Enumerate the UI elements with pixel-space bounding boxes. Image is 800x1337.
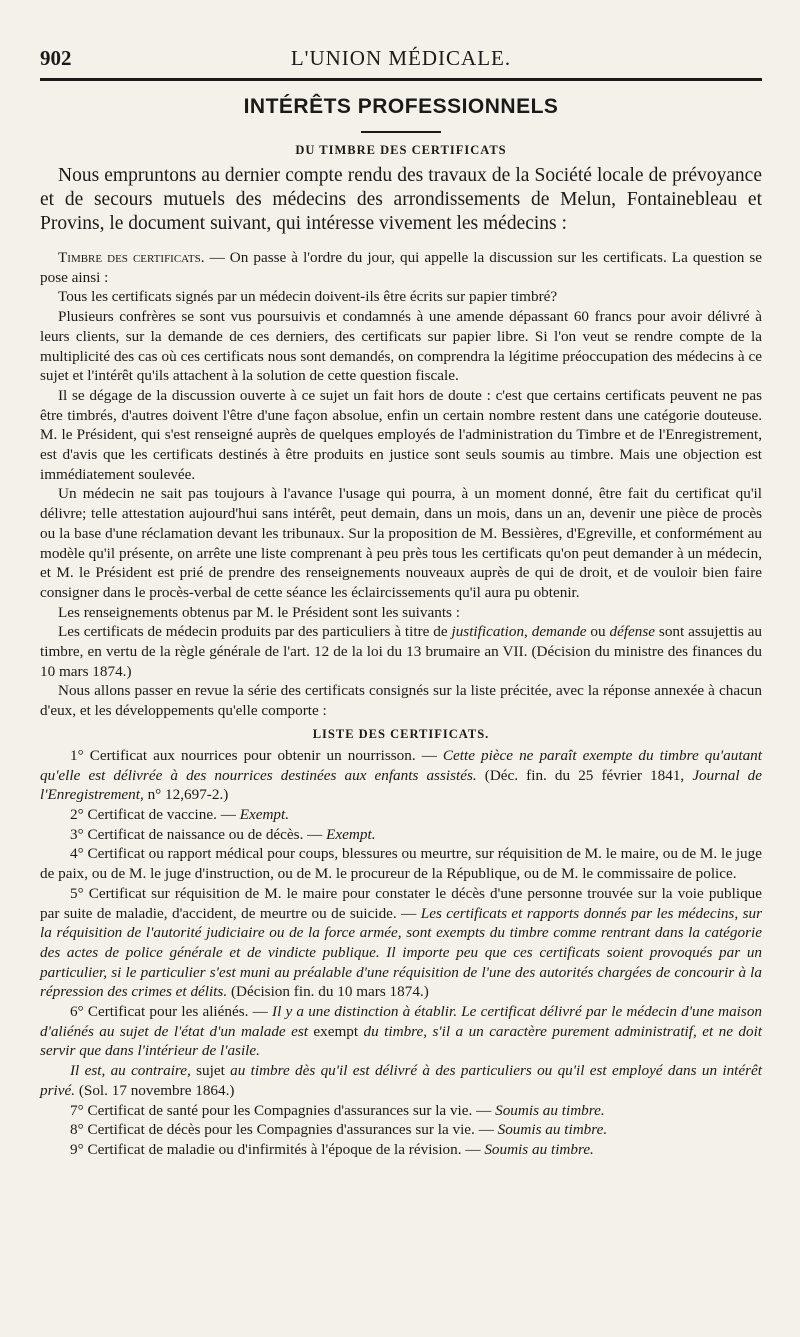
text-run: 2° Certificat de vaccine. —	[70, 805, 240, 823]
text-run: , n° 12,697-2.)	[139, 786, 229, 804]
text-run: (Décision fin. du 10 mars 1874.)	[227, 983, 429, 1001]
italic-run: Il est, au contraire,	[70, 1062, 197, 1080]
italic-run: Exempt.	[239, 805, 290, 823]
italic-run: du timbre comme rentrant dans la catégorie des actes de police générale et de vindicte publique.	[40, 924, 762, 961]
paragraph	[40, 248, 762, 287]
text-run: sont assujettis au timbre, en vertu de la règle générale de l'art. 12 de la loi du 13 brumaire an VII. (Décision du ministre des finances du 10 mars 1874.)	[40, 623, 763, 680]
text-run: ou	[586, 623, 610, 641]
text-run: 9° Certificat de maladie ou d'infirmités à l'époque de la révision. —	[70, 1140, 485, 1158]
paragraph	[40, 622, 762, 681]
text-run: 8° Certificat de décès pour les Compagnies d'assurances sur la vie. —	[70, 1121, 498, 1139]
text-run: 1° Certificat aux nourrices pour obtenir un nourrisson. —	[70, 746, 443, 764]
italic-run: Exempt.	[326, 825, 376, 843]
text-run: 3° Certificat de naissance ou de décès. —	[70, 825, 327, 843]
italic-run: du timbre, s'il a un caractère purement administratif, et ne doit servir que dans l'intérieur de l'asile.	[40, 1022, 763, 1060]
page-number: 902	[40, 46, 72, 70]
list-item	[40, 1101, 762, 1121]
text-run: 6° Certificat pour les aliénés. —	[70, 1003, 273, 1021]
italic-run: Soumis au timbre.	[495, 1101, 605, 1119]
text-run: (Sol. 17 novembre 1864.)	[75, 1081, 235, 1099]
paragraph: Les renseignements obtenus par M. le Président sont les suivants :	[58, 603, 460, 621]
list-item	[40, 825, 762, 845]
italic-run: au timbre dès qu'il est délivré à des particuliers ou qu'il est employé dans un intérêt privé.	[40, 1062, 763, 1099]
italic-run: Soumis au timbre.	[497, 1121, 608, 1139]
list-item	[40, 1061, 762, 1100]
italic-run: justification, demande	[451, 623, 587, 641]
list-item	[40, 884, 762, 1002]
text-run: 5° Certificat sur réquisition de M. le maire pour constater le décès d'une personne trouvée sur la voie publique par suite de maladie, d'accident, de meurtre ou de suicide. —	[40, 884, 762, 922]
list-item	[40, 805, 762, 825]
paragraph: Plusieurs confrères se sont vus poursuivis et condamnés à une amende dépassant 60 francs pour avoir délivré à leurs clients, sur la demande de ces derniers, des certificats sur papier libre. Si l'on veut se rendre compte de la multiplicité des cas où ces certificats nous sont demandés, on comprendra la légitime préoccupation des médecins à ce sujet et l'intérêt qu'ils attachent à la solution de cette question fiscale.	[40, 308, 762, 385]
italic-run: Il y a une distinction à établir. Le certificat délivré par le médecin d'une maison d'aliénés au sujet de l'état d'un malade est	[40, 1003, 763, 1040]
list-item	[40, 1140, 762, 1160]
italic-run: Cette pièce ne paraît exempte du timbre qu'autant qu'elle est délivrée à des nourrices destinées aux enfants assistés.	[40, 746, 762, 784]
italic-run: défense	[609, 623, 656, 641]
journal-title: L'UNION MÉDICALE.	[290, 46, 512, 70]
paragraph-text: — On passe à l'ordre du jour, qui appelle la discussion sur les certificats. La question se pose ainsi :	[40, 249, 762, 286]
paragraph-label: Timbre des certificats.	[58, 249, 205, 266]
title-rule	[361, 131, 441, 133]
list-heading: LISTE DES CERTIFICATS.	[312, 726, 490, 741]
list-item	[40, 746, 762, 805]
section-title: INTÉRÊTS PROFESSIONNELS	[243, 95, 559, 118]
italic-run: Les certificats et rapports donnés par les médecins, sur la réquisition de l'autorité judiciaire ou de la force armée, sont exempts	[40, 904, 762, 942]
header-rule	[40, 78, 762, 81]
paragraph: Tous les certificats signés par un médecin doivent-ils être écrits sur papier timbré?	[58, 288, 558, 306]
list-item	[40, 1120, 762, 1140]
text-run: sujet	[196, 1062, 225, 1080]
text-run: exempt	[313, 1022, 359, 1040]
paragraph: Nous allons passer en revue la série des certificats consignés sur la liste précitée, avec la réponse annexée à chacun d'eux, et les développements qu'elle comporte :	[40, 682, 762, 720]
text-run: (Déc. fin. du 25 février 1841,	[476, 766, 693, 784]
article-subtitle: DU TIMBRE DES CERTIFICATS	[295, 143, 507, 157]
text-run: 7° Certificat de santé pour les Compagnies d'assurances sur la vie. —	[70, 1101, 496, 1119]
intro-paragraph: Nous empruntons au dernier compte rendu des travaux de la Société locale de prévoyance et de secours mutuels des médecins des arrondissements de Melun, Fontainebleau et Provins, le document suivant, qui intéresse vivement les médecins :	[40, 165, 762, 234]
text-run: Les certificats de médecin produits par des particuliers à titre de	[58, 623, 452, 641]
italic-run: Soumis au timbre.	[484, 1140, 594, 1158]
paragraph: Il se dégage de la discussion ouverte à ce sujet un fait hors de doute : c'est que certains certificats peuvent ne pas être timbrés, d'autres doivent l'être d'une façon absolue, enfin un certain nombre restent dans une catégorie douteuse. M. le Président, qui s'est renseigné auprès de quelques employés de l'administration du Timbre et de l'Enregistrement, est d'avis que les certificats destinés à être produits en justice sont seuls soumis au timbre. Mais une objection est immédiatement soulevée.	[40, 386, 762, 483]
italic-run: Il importe peu que ces certificats soient provoqués par un particulier, si le particulier s'est muni au préalable d'une réquisition de l'une des autorités chargées de concourir à la répression des crimes et délits.	[40, 943, 763, 1001]
paragraph: Un médecin ne sait pas toujours à l'avance l'usage qui pourra, à un moment donné, être fait du certificat qu'il délivre; telle attestation aujourd'hui sans intérêt, peut demain, dans un mois, dans un an, devenir une pièce de procès ou la base d'une réclamation devant les tribunaux. Sur la proposition de M. Bessières, d'Egreville, et conformément au modèle qu'il présente, on arrête une liste comprenant à peu près tous les certificats qu'on peut demander à un médecin, et M. le Président est prié de prendre des renseignements nouveaux auprès de qui de droit, et de vouloir bien faire consigner dans le procès-verbal de cette séance les éclaircissements qu'il aura pu obtenir.	[40, 485, 762, 601]
running-head	[40, 40, 762, 76]
list-item	[40, 1002, 762, 1061]
list-item: 4° Certificat ou rapport médical pour coups, blessures ou meurtre, sur réquisition de M. le maire, ou de M. le juge de paix, ou de M. le juge d'instruction, ou de M. le procureur de la République, ou de M. le commissaire de police.	[40, 845, 762, 883]
italic-run: Journal de l'Enregistrement	[40, 766, 762, 804]
